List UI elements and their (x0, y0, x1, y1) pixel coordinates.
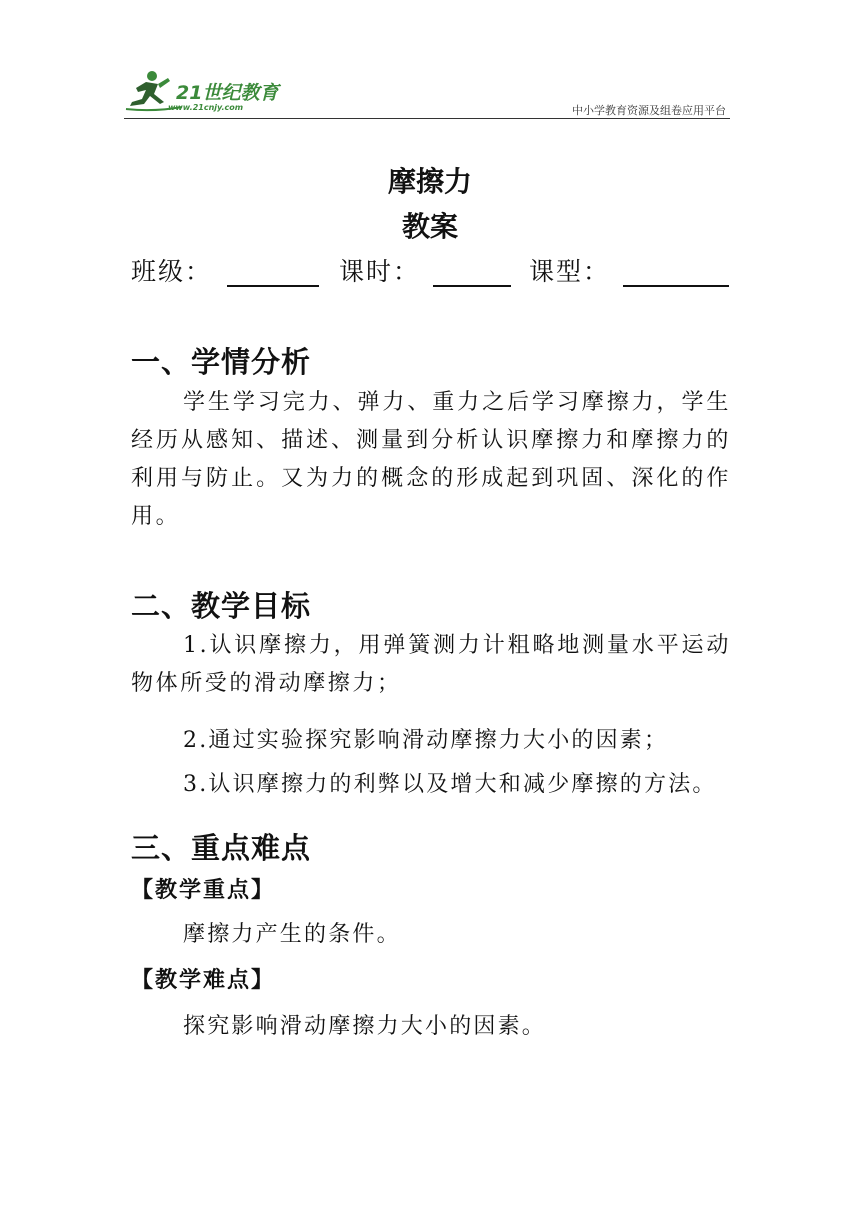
key-point-label: 【教学重点】 (131, 878, 276, 903)
section-heading-3: 三、重点难点 (131, 831, 312, 865)
period-label: 课时： (339, 257, 421, 286)
section-heading-2: 二、教学目标 (131, 589, 312, 623)
logo (124, 68, 294, 116)
difficult-point-text: 探究影响滑动摩擦力大小的因素。 (183, 1014, 547, 1039)
section-1-paragraph: 学生学习完力、弹力、重力之后学习摩擦力，学生经历从感知、描述、测量到分析认识摩擦力和摩擦力的利用与防止。又为力的概念的形成起到巩固、深化的作用。 (131, 390, 731, 529)
key-point-text: 摩擦力产生的条件。 (183, 922, 401, 947)
section-heading-1: 一、学情分析 (131, 345, 312, 379)
logo-text: 21世纪教育 (176, 82, 279, 104)
difficult-point-label: 【教学难点】 (131, 968, 276, 993)
goal-2: 2.通过实验探究影响滑动摩擦力大小的因素； (183, 728, 669, 753)
platform-name: 中小学教育资源及组卷应用平台 (572, 104, 726, 117)
class-blank (227, 285, 319, 287)
type-label: 课型： (529, 257, 611, 286)
period-blank (433, 285, 511, 287)
type-blank (623, 285, 729, 287)
document-subtitle: 教案 (401, 210, 458, 243)
logo-url: www.21cnjy.com (168, 103, 244, 112)
page-header (124, 68, 730, 119)
goal-1: 1.认识摩擦力，用弹簧测力计粗略地测量水平运动物体所受的滑动摩擦力； (131, 633, 731, 696)
class-label: 班级： (131, 257, 213, 286)
goal-3: 3.认识摩擦力的利弊以及增大和减少摩擦的方法。 (183, 772, 717, 797)
document-title: 摩擦力 (387, 165, 472, 198)
info-line (131, 252, 731, 292)
